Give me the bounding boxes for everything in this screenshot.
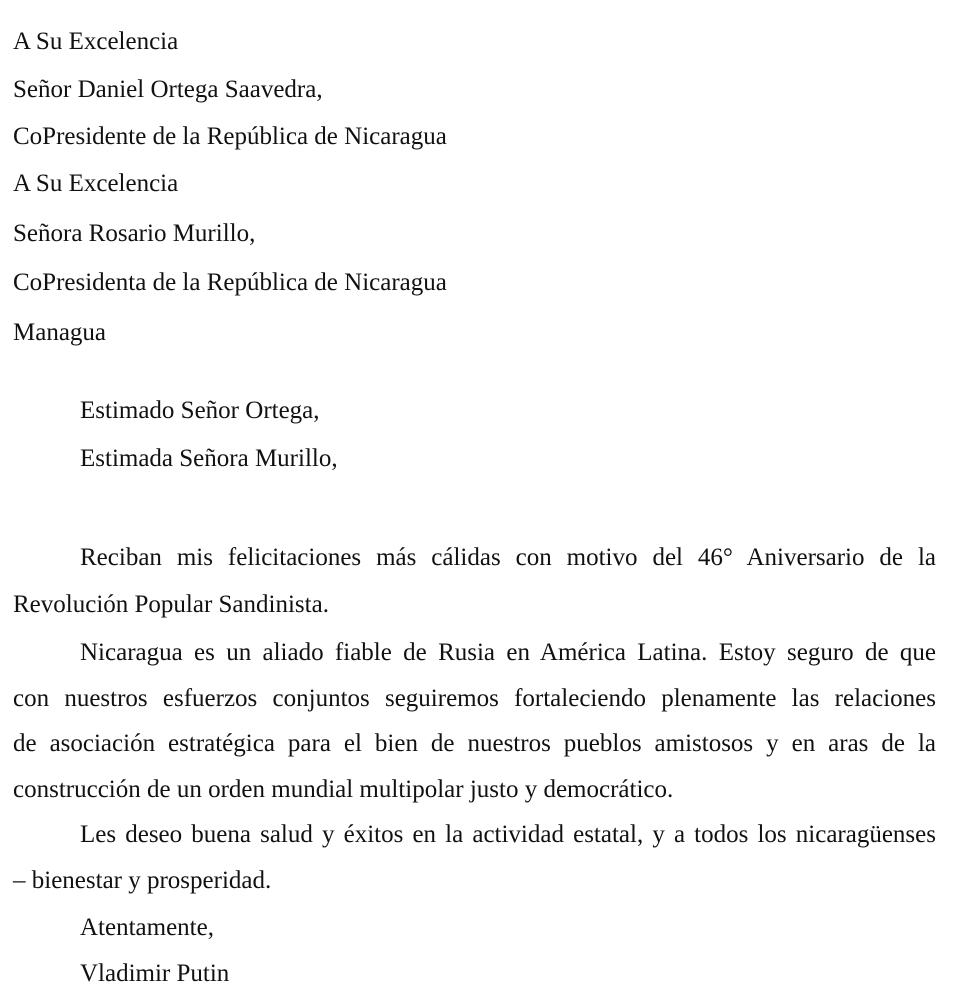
- addressee-line-4: A Su Excelencia: [13, 170, 179, 197]
- closing-line: Atentamente,: [80, 914, 214, 941]
- body-paragraph-2-line-1: Nicaragua es un aliado fiable de Rusia en América Latina. Estoy seguro de que: [80, 639, 936, 666]
- addressee-line-6: CoPresidenta de la República de Nicaragua: [13, 269, 447, 296]
- body-paragraph-3-line-2: – bienestar y prosperidad.: [13, 867, 272, 894]
- body-paragraph-2-line-2: con nuestros esfuerzos conjuntos seguiremos fortaleciendo plenamente las relaciones: [13, 685, 936, 712]
- salutation-line-2: Estimada Señora Murillo,: [80, 445, 338, 472]
- addressee-line-2: Señor Daniel Ortega Saavedra,: [13, 76, 323, 103]
- salutation-line-1: Estimado Señor Ortega,: [80, 397, 320, 424]
- signature-name: Vladimir Putin: [80, 960, 230, 987]
- body-paragraph-3-line-1: Les deseo buena salud y éxitos en la actividad estatal, y a todos los nicaragüenses: [80, 821, 936, 848]
- addressee-line-5: Señora Rosario Murillo,: [13, 220, 256, 247]
- body-paragraph-1-line-1: Reciban mis felicitaciones más cálidas con motivo del 46° Aniversario de la: [80, 544, 936, 571]
- addressee-line-3: CoPresidente de la República de Nicaragua: [13, 123, 447, 150]
- body-paragraph-2-line-3: de asociación estratégica para el bien de nuestros pueblos amistosos y en aras de la: [13, 730, 936, 757]
- body-paragraph-2-line-4: construcción de un orden mundial multipolar justo y democrático.: [13, 776, 674, 803]
- addressee-line-1: A Su Excelencia: [13, 28, 179, 55]
- body-paragraph-1-line-2: Revolución Popular Sandinista.: [13, 591, 329, 618]
- addressee-line-7: Managua: [13, 319, 107, 346]
